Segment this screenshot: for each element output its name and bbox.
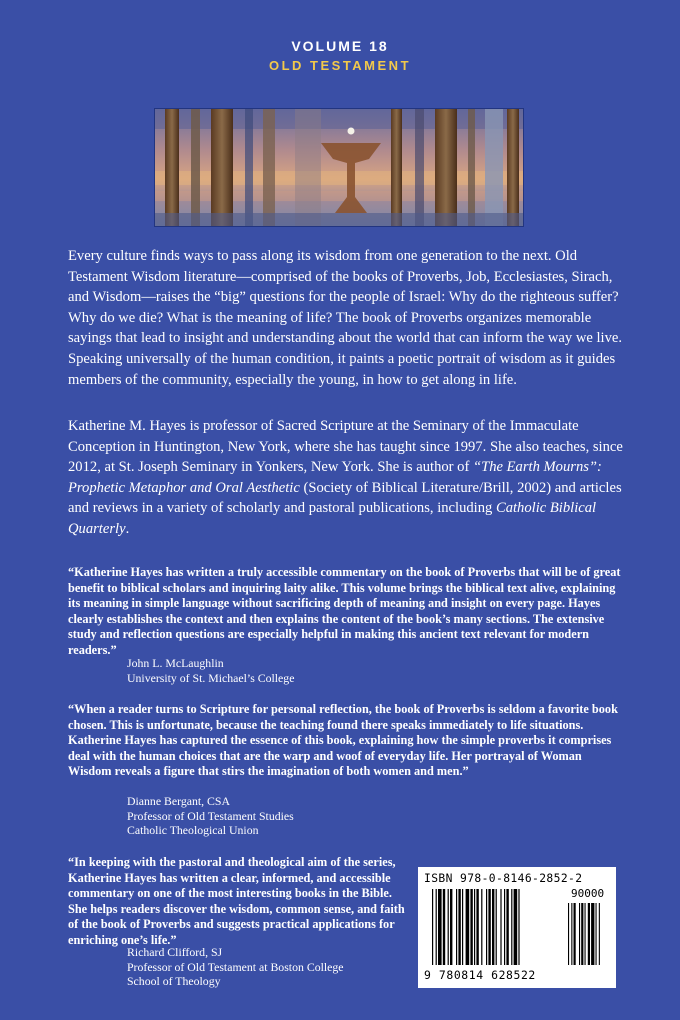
author-bio [68,416,628,540]
endorsement-quote-3: “In keeping with the pastoral and theological aim of the series, Katherine Hayes has written a clear, informed, and accessible commentary on one of the most interesting books in the Bible. She helps readers discover the wisdom, common sense, and faith of the book of Proverbs and suggests practical applications for enriching one’s life.” [68,855,405,947]
author-bio-text-2: (Society of Biblical Literature/Brill, 2002) and articles and reviews in a variety of scholarly and pastoral publications, including [68,479,622,517]
volume-number: VOLUME 18 [291,38,389,54]
endorser-name: Richard Clifford, SJ [127,945,223,959]
endorser-title: Professor of Old Testament Studies [127,808,294,823]
price-code: 90000 [571,887,605,900]
author-bio-text-1: Katherine M. Hayes is professor of Sacred Scripture at the Seminary of the Immaculate Conception in Huntington, New York, where she has taught since 1997. She also teaches, since 2012, at St. Joseph Seminary in Yonkers, New York. She is author of [68,418,623,476]
endorser-name: John L. McLaughlin [127,656,224,670]
endorser-affiliation: School of Theology [127,974,221,988]
cover-header [0,38,680,73]
endorsement-quote-2: “When a reader turns to Scripture for personal reflection, the book of Proverbs is seldom a favorite book chosen. This is unfortunate, because the teaching found there speaks immediately to life situations. Katherine Hayes has captured the essence of this book, explaining how the simple proverbs it comprises deal with the human choices that are the warp and woof of everyday life. Her portrayal of Woman Wisdom reveals a figure that stirs the imagination of both women and men.” [68,702,618,779]
ean-number: 9 780814 628522 [424,968,536,982]
endorser-title: Professor of Old Testament at Boston College [127,959,344,974]
author-book-title: “The Earth Mourns”: Prophetic Metaphor and Oral Aesthetic [68,459,602,496]
series-section: OLD TESTAMENT [268,58,412,73]
endorser-1 [127,656,294,685]
endorsement-quote-1: “Katherine Hayes has written a truly accessible commentary on the book of Proverbs that will be of great benefit to biblical scholars and inquiring laity alike. This volume brings the biblical text alive, explaining its meaning in simple language without sacrificing depth of meaning and insight on every page. Hayes clearly establishes the context and then explains the content of the book’s many sections. The extensive study and reflection questions are especially helpful in making this ancient text relevant for modern readers.” [68,565,621,657]
isbn-label: ISBN 978-0-8146-2852-2 [424,872,583,885]
endorser-3 [127,945,344,989]
wisdom-landscape-artwork [154,108,524,227]
book-description: Every culture finds ways to pass along its wisdom from one generation to the next. Old Testament Wisdom literature—comprised of the books of Proverbs, Job, Ecclesiastes, Sirach, and Wisdom—raises the “big” questions for the people of Israel: Why do the righteous suffer? Why do we die? What is the meaning of life? The book of Proverbs organizes memorable sayings that lead to insight and understanding about the world that can inform the way we live. Speaking universally of the human condition, it paints a poetic portrait of wisdom as it guides members of the community, especially the young, in how to get along in life. [68,248,623,388]
endorser-name: Dianne Bergant, CSA [127,794,230,808]
author-bio-text-3: . [125,520,130,537]
journal-title: Catholic Biblical Quarterly [68,500,597,537]
endorser-2 [127,794,294,838]
endorser-affiliation: University of St. Michael’s College [127,670,295,685]
endorser-affiliation: Catholic Theological Union [127,823,259,837]
isbn-barcode [418,867,616,988]
